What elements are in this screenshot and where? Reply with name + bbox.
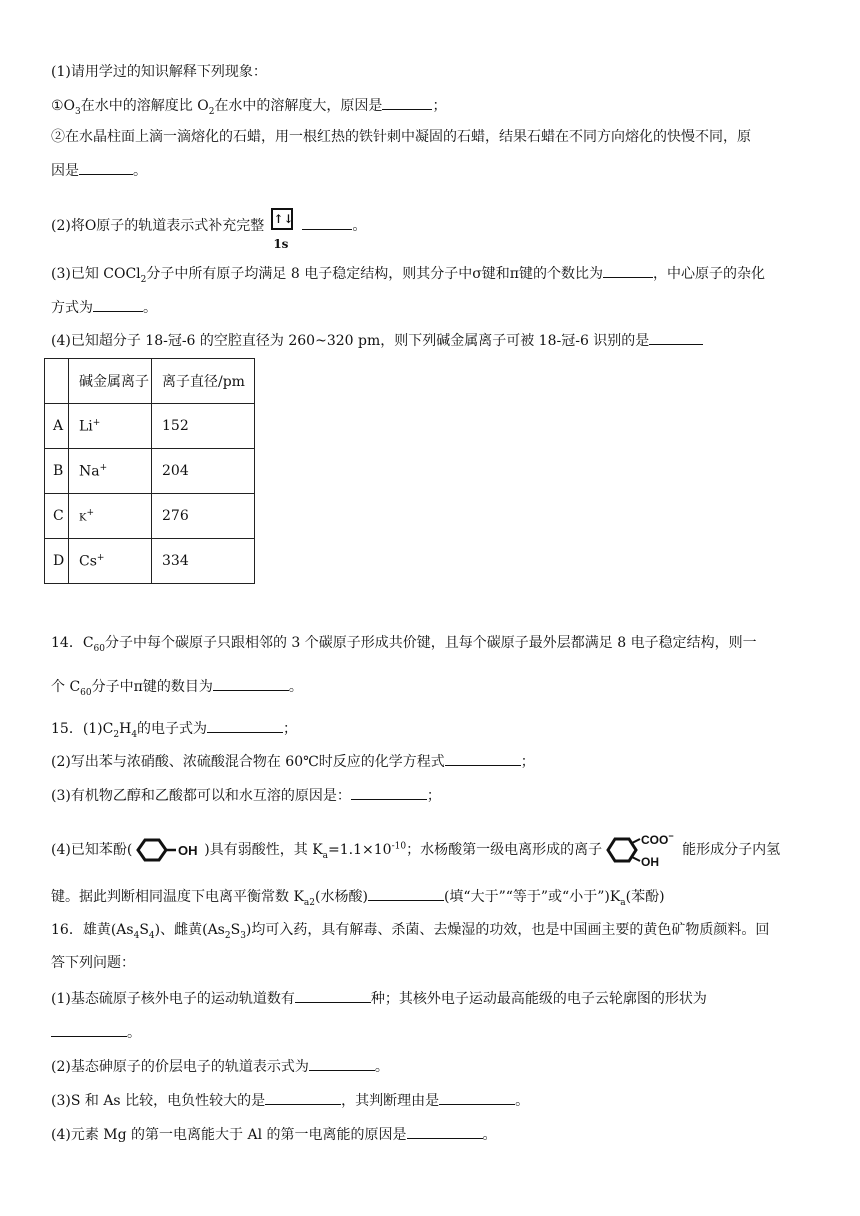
q13-part2-line: (2)将O原子的轨道表示式补充完整 ↑↓ 1s 。 — [51, 208, 366, 244]
q13-item1-line: $①O_3$在水中的溶解度比 $O_2$在水中的溶解度大，原因是 ； — [51, 95, 446, 122]
q15-part3-line: (3)有机物乙醇和乙酸都可以和水互溶的原因是： ； — [51, 785, 441, 806]
answer-blank — [368, 886, 444, 901]
ion-cell: K+ — [69, 494, 152, 539]
table-header-row — [45, 359, 255, 404]
answer-blank — [649, 330, 703, 345]
answer-blank — [295, 988, 371, 1003]
ion-cell: Li+ — [69, 404, 152, 449]
q14-line: 14．$C_{60}$分子中每个碳原子只跟相邻的 3 个碳原子形成共价键，且每个碳原子最外层都满足 8 电子稳定结构，则一 — [51, 635, 757, 654]
q16-part3-line: (3)S 和 As 比较，电负性较大的是 ，其判断理由是 。 — [51, 1090, 529, 1111]
answer-blank — [445, 751, 521, 766]
q13-item2-line: ②在水晶柱面上滴一滴熔化的石蜡，用一根红热的铁针刺中凝固的石蜡，结果石蜡在不同方向熔化的快慢不同，原 — [51, 129, 751, 145]
q13-item2-line-cont: 因是 。 — [51, 160, 147, 181]
diameter-cell: 152 — [152, 404, 255, 449]
alkali-ion-table — [44, 358, 255, 584]
option-cell: D — [45, 539, 69, 584]
table-row — [45, 404, 255, 449]
q13-part3-line: (3)已知 COCl$_2$分子中所有原子均满足 8 电子稳定结构，则其分子中σ键和π键的个数比为 ，中心原子的杂化 — [51, 263, 765, 290]
q15-part4-line-cont: 键。据此判断相同温度下电离平衡常数 $K_{a2}$(水杨酸) (填“大于”“等于”或“小于$”)K_a$(苯酚) — [51, 886, 665, 913]
table-header-cell — [45, 359, 69, 404]
option-cell: C — [45, 494, 69, 539]
q16-line: 16．雄黄$(As_4S_4)$、雌黄$(As_2S_3)$均可入药，具有解毒、杀菌、去燥湿的功效，也是中国画主要的黄色矿物质颜料。回 — [51, 922, 770, 941]
diameter-cell: 204 — [152, 449, 255, 494]
answer-blank — [351, 785, 427, 800]
diameter-cell: 334 — [152, 539, 255, 584]
svg-text:OH: OH — [178, 843, 198, 858]
ion-cell: Cs+ — [69, 539, 152, 584]
q13-part4-line: (4)已知超分子 18-冠-6 的空腔直径为 260~320 pm，则下列碱金属离子可被 18-冠-6 识别的是 — [51, 330, 703, 351]
q13-part3-line-cont: 方式为 。 — [51, 297, 157, 318]
answer-blank — [382, 95, 432, 110]
answer-blank — [213, 676, 289, 691]
option-cell: A — [45, 404, 69, 449]
svg-text:COO−: COO− — [641, 831, 674, 847]
answer-blank — [265, 1090, 341, 1105]
svg-text:OH: OH — [641, 855, 660, 869]
table-header-cell: 碱金属离子 — [69, 359, 152, 404]
answer-blank — [207, 718, 283, 733]
answer-blank — [407, 1124, 483, 1139]
ion-cell: Na+ — [69, 449, 152, 494]
answer-blank — [603, 263, 653, 278]
answer-blank — [79, 160, 133, 175]
table-row — [45, 539, 255, 584]
q14-line-cont: 个 $C_{60}$分子中π键的数目为 。 — [51, 676, 303, 703]
diameter-cell: 276 — [152, 494, 255, 539]
answer-blank — [439, 1090, 515, 1105]
table-row — [45, 494, 255, 539]
q16-part1-line: (1)基态硫原子核外电子的运动轨道数有 种；其核外电子运动最高能级的电子云轮廓图的形状为 — [51, 988, 707, 1009]
q13-part1-heading: (1)请用学过的知识解释下列现象： — [51, 64, 267, 80]
table-header-cell: 离子直径/pm — [152, 359, 255, 404]
option-cell: B — [45, 449, 69, 494]
answer-blank — [302, 215, 352, 230]
phenol-structure-icon — [132, 835, 204, 865]
salicylate-ion-structure-icon — [602, 830, 682, 870]
answer-blank — [309, 1056, 375, 1071]
q16-part1-line-cont: 。 — [51, 1022, 141, 1043]
table-row — [45, 449, 255, 494]
q16-line-cont: 答下列问题： — [51, 955, 135, 971]
answer-blank — [51, 1022, 127, 1037]
q15-part2-line: (2)写出苯与浓硝酸、浓硫酸混合物在 60℃时反应的化学方程式 ； — [51, 751, 535, 772]
q15-part1-line: 15．$(1)C_2H_4$的电子式为 ； — [51, 718, 297, 745]
answer-blank — [93, 297, 143, 312]
orbital-diagram-1s: ↑↓ 1s — [270, 208, 296, 244]
q16-part2-line: (2)基态砷原子的价层电子的轨道表示式为 。 — [51, 1056, 389, 1077]
q15-part4-line: (4)已知苯酚( OH )具有弱酸性，其 $K_a=1.1\times 10^{-10}$；水杨酸第一级电离形成的离子 COO− OH 能形成分子内氢 — [51, 831, 781, 869]
q16-part4-line: (4)元素 Mg 的第一电离能大于 Al 的第一电离能的原因是 。 — [51, 1124, 497, 1145]
